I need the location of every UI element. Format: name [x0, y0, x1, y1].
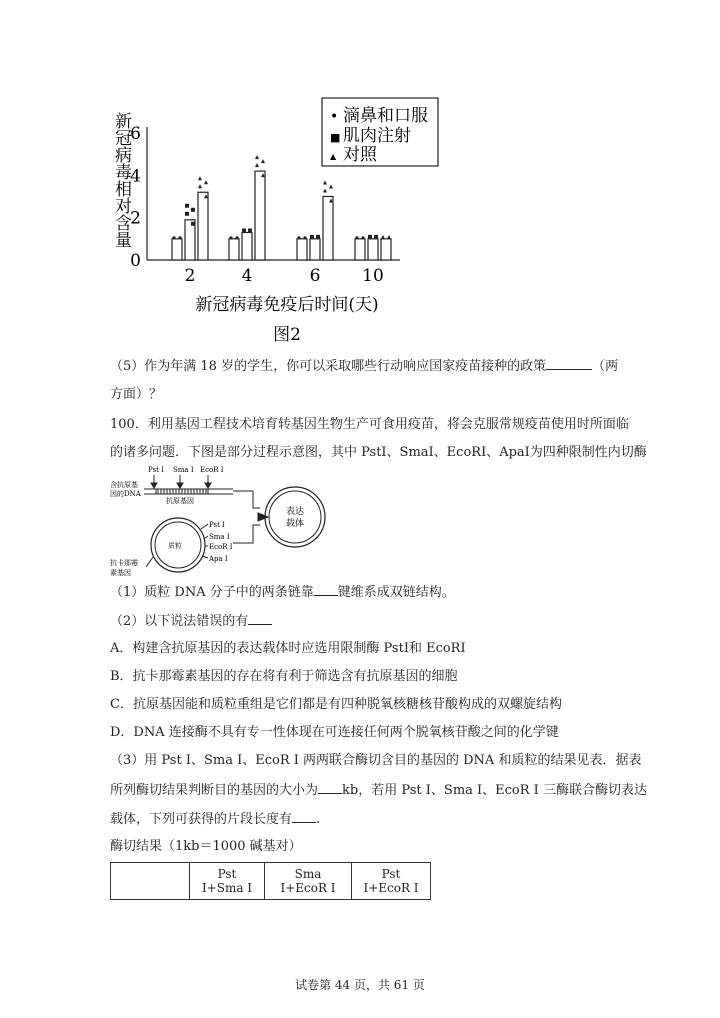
data-marker	[310, 235, 314, 239]
legend-marker-1: ■	[330, 131, 341, 144]
kan-label-2: 素基因	[110, 569, 131, 577]
data-marker	[229, 236, 232, 239]
data-marker	[387, 235, 391, 239]
ylabel-char: 冠	[115, 129, 132, 149]
sub3-line3-before: 载体，下列可获得的片段长度有	[110, 812, 293, 827]
data-marker	[297, 236, 300, 239]
chart-caption: 图2	[273, 325, 301, 345]
antigen-dna	[144, 489, 233, 494]
sub1-answer-blank[interactable]	[314, 583, 338, 596]
data-marker	[185, 212, 189, 216]
option-b: B．抗卡那霉素基因的存在将有利于筛选含有抗原基因的细胞	[110, 669, 458, 684]
page-footer: 试卷第 44 页，共 61 页	[295, 978, 425, 992]
dna-label-2: 因的DNA	[110, 490, 141, 498]
legend-label-1: 肌肉注射	[343, 126, 411, 146]
q100-line1: 100．利用基因工程技术培育转基因生物生产可食用疫苗，将会克服常规疫苗使用时所面临	[110, 417, 629, 432]
data-marker	[204, 180, 208, 184]
bar	[297, 239, 307, 260]
legend-marker-0: •	[330, 109, 339, 125]
ylabel-char: 含	[115, 214, 132, 234]
legend-label-0: 滴鼻和口服	[343, 106, 428, 126]
y-tick-label: 4	[130, 166, 141, 187]
sub3-line3	[110, 810, 615, 829]
data-marker	[198, 184, 202, 188]
data-marker	[316, 235, 320, 239]
bar	[255, 171, 265, 260]
plasmid-enzyme-pst: Pst I	[209, 521, 225, 529]
plasmid-label: 质粒	[168, 542, 182, 550]
q5-line2: 方面）？	[110, 387, 163, 402]
bar	[381, 239, 391, 260]
data-marker	[172, 236, 175, 239]
x-tick-label: 10	[362, 266, 384, 286]
sub3-line2-before: 所列酶切结果判断目的基因的大小为	[110, 783, 319, 798]
data-marker	[361, 236, 364, 239]
data-marker	[242, 228, 246, 232]
chart-xlabel: 新冠病毒免疫后时间(天)	[195, 295, 379, 315]
sub1-after: 键维系成双链结构。	[337, 585, 455, 600]
data-marker	[303, 236, 306, 239]
bar	[185, 220, 195, 260]
plasmid-enzyme-sma: Sma I	[209, 533, 230, 541]
x-tick-label: 6	[309, 266, 321, 286]
enzyme-result-table	[110, 862, 431, 900]
chart-legend	[322, 98, 438, 166]
bar	[368, 239, 378, 260]
vector-label-2: 载体	[285, 519, 305, 529]
table-header-row	[111, 863, 431, 900]
data-marker	[368, 235, 372, 239]
option-a: A．构建含抗原基因的表达载体时应选用限制酶 PstI和 EcoRI	[110, 641, 466, 656]
y-tick-label: 2	[130, 208, 141, 229]
sub3-size-blank[interactable]	[318, 781, 342, 794]
process-arrows	[233, 491, 268, 543]
ylabel-char: 新	[115, 112, 132, 132]
sub-question-2	[110, 612, 615, 631]
sub3-line2	[110, 781, 647, 800]
ylabel-char: 相	[115, 180, 132, 200]
enzyme-label-ecor: EcoR I	[200, 466, 224, 474]
sub3-fragment-blank[interactable]	[292, 810, 316, 823]
data-marker	[255, 163, 259, 167]
legend-label-2: 对照	[343, 145, 377, 165]
plasmid-enzyme-ecor: EcoR I	[209, 543, 233, 551]
vector-label-1: 表达	[285, 507, 305, 517]
option-c: C．抗原基因能和质粒重组是它们都是有四种脱氧核糖核苷酸构成的双螺旋结构	[110, 697, 562, 712]
bar	[355, 239, 365, 260]
enzyme-label-sma: Sma I	[173, 466, 194, 474]
y-tick-label: 6	[130, 124, 141, 144]
x-tick-label: 2	[184, 266, 196, 286]
table-header-cell	[111, 863, 190, 900]
data-marker	[178, 236, 181, 239]
q5-answer-blank[interactable]	[546, 357, 592, 370]
figure-2-chart	[110, 95, 450, 350]
data-marker	[248, 228, 252, 232]
bar	[323, 197, 333, 261]
data-marker	[255, 155, 259, 159]
bar	[172, 239, 182, 260]
data-marker	[374, 235, 378, 239]
sub3-line2-after: kb，若用 Pst I、Sma I、EcoR I 三酶联合酶切表达	[342, 783, 647, 798]
x-tick-label: 4	[241, 266, 253, 286]
y-tick-label: 0	[130, 251, 141, 271]
plasmid	[146, 518, 233, 572]
sub-question-1	[110, 583, 615, 602]
sub2-answer-blank[interactable]	[248, 612, 272, 625]
gene-label: 抗原基因	[166, 497, 194, 505]
data-marker	[329, 185, 333, 189]
table-header-cell: Pst I+Sma I	[190, 863, 265, 900]
table-caption: 酶切结果（1kb＝1000 碱基对）	[110, 839, 302, 854]
data-marker	[323, 181, 327, 185]
q100-line2: 的诸多问题．下图是部分过程示意图，其中 PstI、SmaI、EcoRI、ApaI为四种限制性内切酶	[110, 445, 647, 460]
option-d: D．DNA 连接酶不具有专一性体现在可连接任何两个脱氧核苷酸之间的化学键	[110, 725, 559, 740]
legend-marker-2: ▲	[330, 152, 337, 161]
table-header-cell: Sma I+EcoR I	[265, 863, 352, 900]
ylabel-char: 病	[115, 146, 132, 166]
data-marker	[355, 236, 358, 239]
plasmid-enzyme-apa: Apa I	[209, 555, 228, 563]
data-marker	[235, 236, 238, 239]
data-marker	[261, 159, 265, 163]
process-diagram	[108, 463, 338, 583]
question-5	[110, 357, 619, 376]
data-marker	[198, 176, 202, 180]
q5-line1: （5）作为年满 18 岁的学生，你可以采取哪些行动响应国家疫苗接种的政策	[110, 359, 547, 374]
ylabel-char: 对	[115, 197, 132, 217]
table-header-cell: Pst I+EcoR I	[352, 863, 431, 900]
sub3-line3-after: .	[316, 812, 321, 827]
ylabel-char: 毒	[115, 163, 132, 183]
sub1-before: （1）质粒 DNA 分子中的两条链靠	[110, 585, 314, 600]
bar	[310, 239, 320, 260]
sub3-line1: （3）用 Pst I、Sma I、EcoR I 两两联合酶切含目的基因的 DNA 和质粒的结果见表．据表	[110, 753, 642, 768]
cut-arrows	[151, 475, 211, 488]
data-marker	[323, 189, 327, 193]
kan-label-1: 抗卡那霉	[110, 559, 138, 567]
data-marker	[191, 222, 195, 226]
data-marker	[381, 235, 385, 239]
data-marker	[191, 208, 195, 212]
bar	[198, 192, 208, 260]
bar	[229, 239, 239, 260]
dna-label-1: 含抗原基	[110, 481, 138, 489]
data-marker	[185, 204, 189, 208]
expression-vector	[265, 487, 325, 547]
enzyme-label-pst: Pst I	[148, 466, 164, 474]
sub2-text: （2）以下说法错误的有	[110, 614, 249, 629]
bar	[242, 232, 252, 260]
q5-line1-end: （两	[592, 359, 619, 374]
ylabel-char: 量	[115, 231, 132, 251]
